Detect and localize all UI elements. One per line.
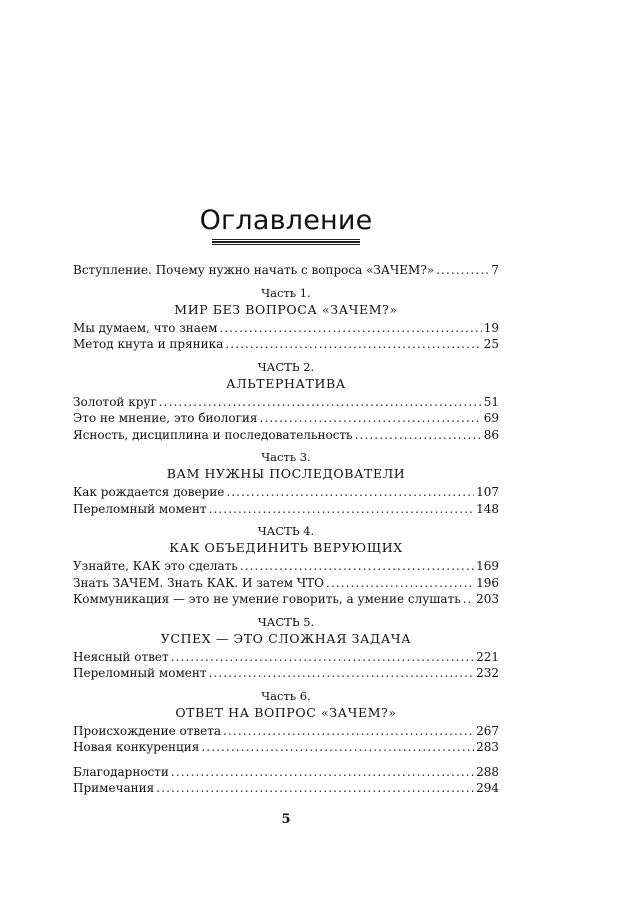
part-title: КАК ОБЪЕДИНИТЬ ВЕРУЮЩИХ xyxy=(169,540,403,555)
toc-entry[interactable] xyxy=(73,336,499,353)
entry-label: Новая конкуренция xyxy=(73,740,200,754)
page-number: 5 xyxy=(281,812,291,827)
page-title: Оглавление xyxy=(199,205,373,236)
entry-label: Метод кнута и пряника xyxy=(73,337,224,351)
toc-entry[interactable] xyxy=(73,649,499,666)
toc-entry[interactable] xyxy=(73,394,499,411)
part-title: ОТВЕТ НА ВОПРОС «ЗАЧЕМ?» xyxy=(175,704,397,720)
entry-page: 203 xyxy=(476,592,499,606)
toc-entry[interactable] xyxy=(73,739,499,756)
entry-page: 148 xyxy=(476,501,499,516)
entry-label: Это не мнение, это биология xyxy=(73,411,258,425)
dot-leader xyxy=(223,723,474,740)
toc-entry-acknowledgements[interactable] xyxy=(73,764,499,781)
entry-label: Вступление. Почему нужно начать с вопроса «ЗАЧЕМ?» xyxy=(73,263,435,277)
rule-line xyxy=(212,241,360,243)
toc-entry[interactable] xyxy=(73,723,499,740)
entry-label: Ясность, дисциплина и последовательность xyxy=(73,427,353,442)
entry-page: 86 xyxy=(483,427,499,442)
dot-leader xyxy=(209,501,475,518)
dot-leader xyxy=(159,394,482,411)
entry-page: 288 xyxy=(476,764,499,779)
entry-page: 196 xyxy=(476,575,499,590)
dot-leader xyxy=(326,575,474,592)
dot-leader xyxy=(240,558,474,575)
part-title: АЛЬТЕРНАТИВА xyxy=(226,375,346,391)
part-label: ЧАСТЬ 4. xyxy=(257,524,315,538)
entry-page: 283 xyxy=(476,740,499,754)
dot-leader xyxy=(436,262,489,279)
toc-entry-intro[interactable] xyxy=(73,262,499,279)
toc-entry[interactable] xyxy=(73,558,499,575)
toc-entry[interactable] xyxy=(73,501,499,518)
entry-label: Переломный момент xyxy=(73,666,207,680)
entry-label: Переломный момент xyxy=(73,501,207,516)
title-underline xyxy=(212,239,360,246)
part-label: ЧАСТЬ 5. xyxy=(257,614,315,629)
entry-label: Неясный ответ xyxy=(73,649,169,664)
entry-label: Происхождение ответа xyxy=(73,723,222,738)
toc-entry[interactable] xyxy=(73,320,499,337)
entry-page: 19 xyxy=(483,320,499,335)
table-of-contents xyxy=(73,262,499,797)
entry-label: Знать ЗАЧЕМ. Знать КАК. И затем ЧТО xyxy=(73,575,325,590)
part-label: Часть 1. xyxy=(261,285,311,300)
entry-label: Коммуникация — это не умение говорить, а умение слушать xyxy=(73,592,461,606)
entry-label: Мы думаем, что знаем xyxy=(73,320,218,335)
part-label: Часть 6. xyxy=(261,688,311,703)
spacer xyxy=(73,756,499,764)
dot-leader xyxy=(201,739,474,756)
entry-page: 107 xyxy=(476,485,499,499)
entry-page: 294 xyxy=(476,781,499,795)
rule-line xyxy=(212,244,360,245)
dot-leader xyxy=(225,336,481,353)
part-title: УСПЕХ — ЭТО СЛОЖНАЯ ЗАДАЧА xyxy=(160,630,412,646)
part-label: Часть 3. xyxy=(261,450,311,464)
dot-leader xyxy=(209,665,475,682)
entry-page: 69 xyxy=(483,411,499,425)
dot-leader xyxy=(171,764,474,781)
toc-entry-notes[interactable] xyxy=(73,780,499,797)
entry-page: 51 xyxy=(483,394,499,409)
part-label: ЧАСТЬ 2. xyxy=(257,359,315,374)
part-title: ВАМ НУЖНЫ ПОСЛЕДОВАТЕЛИ xyxy=(166,466,406,481)
entry-page: 169 xyxy=(476,559,499,573)
toc-entry[interactable] xyxy=(73,484,499,501)
dot-leader xyxy=(219,320,481,337)
entry-page: 267 xyxy=(476,723,499,738)
toc-entry[interactable] xyxy=(73,427,499,444)
dot-leader xyxy=(463,591,474,608)
toc-entry[interactable] xyxy=(73,665,499,682)
dot-leader xyxy=(171,649,475,666)
entry-label: Как рождается доверие xyxy=(73,485,225,499)
toc-entry[interactable] xyxy=(73,591,499,608)
entry-page: 25 xyxy=(483,337,499,351)
rule-line xyxy=(212,239,360,240)
entry-label: Благодарности xyxy=(73,764,169,779)
dot-leader xyxy=(259,410,481,427)
toc-entry[interactable] xyxy=(73,410,499,427)
toc-entry[interactable] xyxy=(73,575,499,592)
dot-leader xyxy=(355,427,482,444)
part-title: МИР БЕЗ ВОПРОСА «ЗАЧЕМ?» xyxy=(174,301,398,317)
dot-leader xyxy=(156,780,474,797)
entry-label: Примечания xyxy=(73,781,155,795)
entry-page: 7 xyxy=(491,263,499,277)
entry-page: 232 xyxy=(476,666,499,680)
entry-page: 221 xyxy=(476,649,499,664)
entry-label: Золотой круг xyxy=(73,394,157,409)
dot-leader xyxy=(226,484,474,501)
entry-label: Узнайте, КАК это сделать xyxy=(73,559,238,573)
